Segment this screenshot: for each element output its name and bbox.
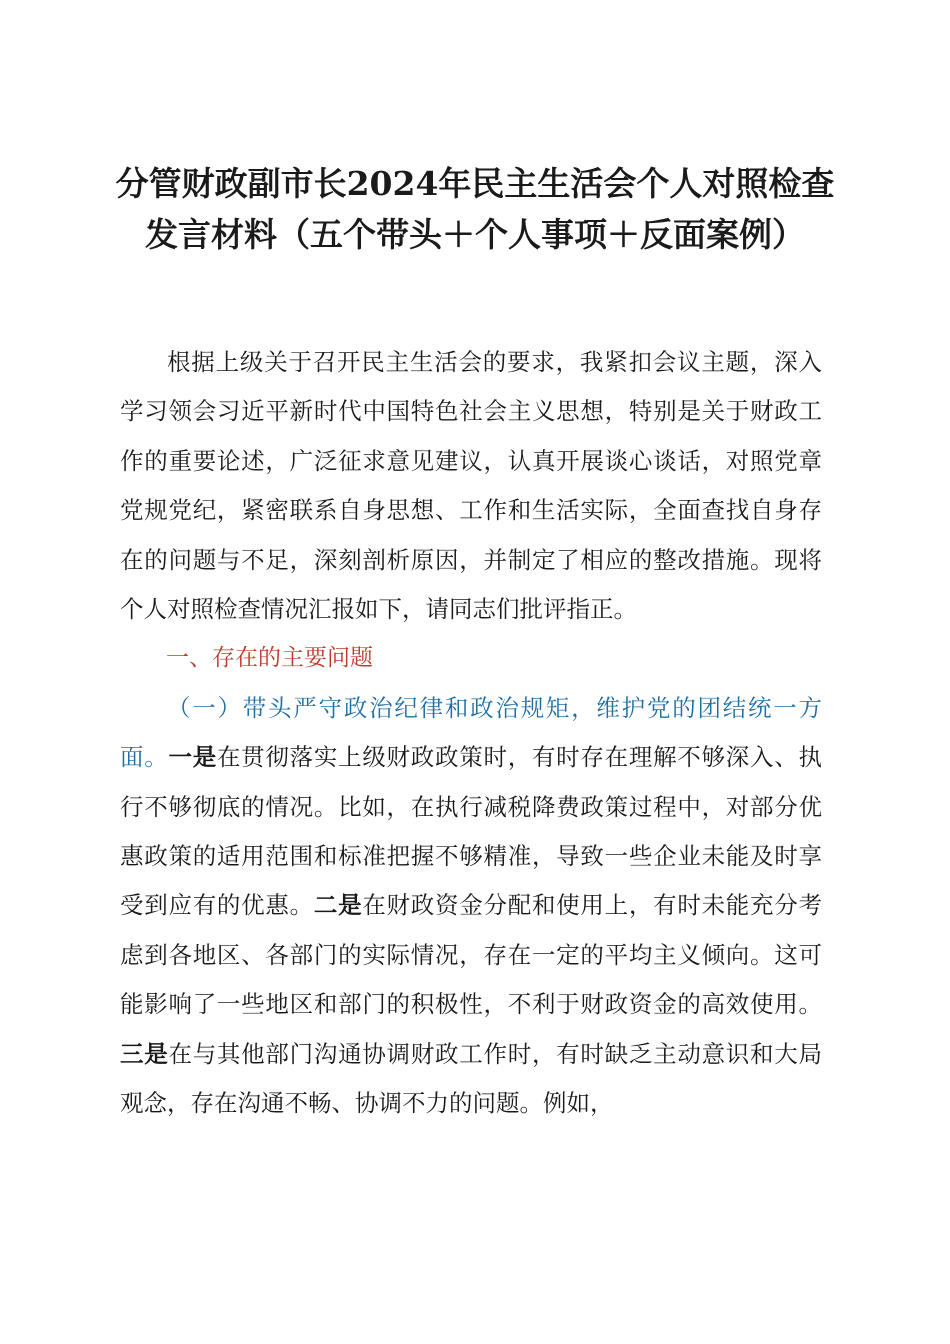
section-heading: 一、存在的主要问题: [166, 645, 373, 672]
point-text-3: 在与其他部门沟通协调财政工作时，有时缺乏主动意识和大局观念，存在沟通不畅、协调不力的问题。例如，: [120, 1039, 823, 1118]
document-title: 分管财政副市长2024年民主生活会个人对照检查发言材料（五个带头＋个人事项＋反面案例）: [115, 164, 835, 254]
point-text-2: 在财政资金分配和使用上，有时未能充分考虑到各地区、各部门的实际情况，存在一定的平均主义倾向。这可能影响了一些地区和部门的积极性，不利于财政资金的高效使用。: [120, 891, 823, 1019]
subsection-paragraph: [120, 684, 822, 1129]
point-lead-1: 一是: [168, 743, 217, 772]
document-body: [120, 338, 822, 1129]
intro-paragraph: 根据上级关于召开民主生活会的要求，我紧扣会议主题，深入学习领会习近平新时代中国特色社会主义思想，特别是关于财政工作的重要论述，广泛征求意见建议，认真开展谈心谈话，对照党章党规党纪，紧密联系自身思想、工作和生活实际，全面查找自身存在的问题与不足，深刻剖析原因，并制定了相应的整改措施。现将个人对照检查情况汇报如下，请同志们批评指正。: [120, 348, 822, 624]
subsection-heading: （一）带头严守政治纪律和政治规矩，维护党的团结统一方面。: [120, 693, 822, 772]
point-text-1: 在贯彻落实上级财政政策时，有时存在理解不够深入、执行不够彻底的情况。比如，在执行减税降费政策过程中，对部分优惠政策的适用范围和标准把握不够精准，导致一些企业未能及时享受到应有的优惠。: [120, 743, 823, 920]
point-lead-2: 二是: [313, 891, 363, 920]
point-lead-3: 三是: [120, 1039, 169, 1068]
